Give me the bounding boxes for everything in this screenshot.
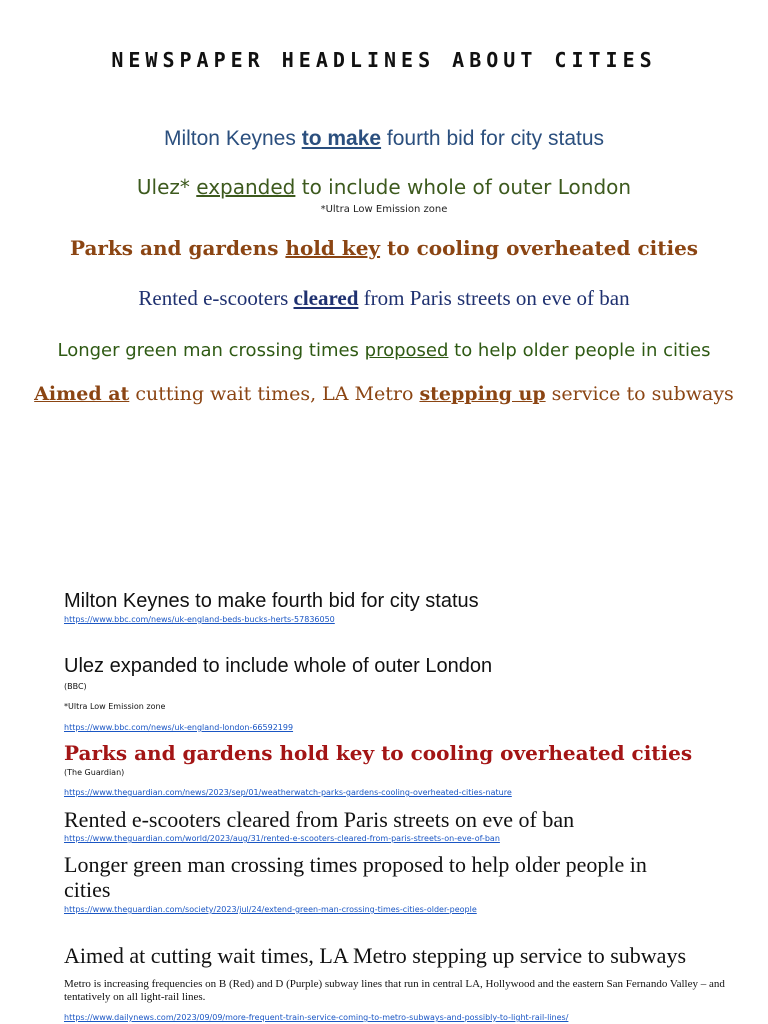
source-headline-ulez: Ulez expanded to include whole of outer London [64, 655, 493, 677]
keyword-expanded: expanded [196, 175, 296, 199]
source-headline-e-scooters: Rented e-scooters cleared from Paris streets on eve of ban [64, 807, 575, 832]
source-link-bbc-milton-keynes[interactable]: https://www.bbc.com/news/uk-england-beds-bucks-herts-57836050 [64, 615, 335, 624]
headline-ulez: Ulez* expanded to include whole of outer London [136, 175, 632, 199]
keyword-proposed: proposed [364, 340, 449, 361]
keyword-hold-key: hold key [285, 236, 381, 260]
source-note-ulez: *Ultra Low Emission zone [64, 702, 166, 711]
keyword-cleared: cleared [293, 286, 359, 310]
source-headline-la-metro: Aimed at cutting wait times, LA Metro stepping up service to subways [64, 943, 687, 968]
source-link-dailynews[interactable]: https://www.dailynews.com/2023/09/09/more-frequent-train-service-coming-to-metro-subways-and-possibly-to-light-rail-lines/ [64, 1013, 569, 1022]
source-outlet-guardian: (The Guardian) [64, 768, 125, 777]
headline-green-man: Longer green man crossing times proposed to help older people in cities [57, 340, 711, 361]
source-link-guardian-parks[interactable]: https://www.theguardian.com/news/2023/sep/01/weatherwatch-parks-gardens-cooling-overheated-cities-nature [64, 788, 512, 797]
headline-milton-keynes: Milton Keynes to make fourth bid for city status [163, 127, 605, 150]
headline-parks-gardens: Parks and gardens hold key to cooling overheated cities [69, 236, 699, 260]
ulez-footnote: *Ultra Low Emission zone [320, 204, 448, 215]
headline-e-scooters: Rented e-scooters cleared from Paris streets on eve of ban [138, 286, 630, 310]
source-link-guardian-e-scooters[interactable]: https://www.theguardian.com/world/2023/aug/31/rented-e-scooters-cleared-from-paris-streets-on-eve-of-ban [64, 834, 500, 843]
page-title: NEWSPAPER HEADLINES ABOUT CITIES [111, 48, 657, 72]
source-headline-milton-keynes: Milton Keynes to make fourth bid for city status [64, 590, 479, 612]
source-headline-parks: Parks and gardens hold key to cooling overheated cities [64, 741, 693, 765]
source-headline-green-man-line2: cities [64, 877, 111, 902]
keyword-aimed-at: Aimed at [34, 383, 130, 405]
source-headline-green-man-line1: Longer green man crossing times proposed to help older people in [64, 852, 647, 877]
source-paragraph-la-metro: Metro is increasing frequencies on B (Red) and D (Purple) subway lines that run in central LA, Hollywood and the eastern San Fernando Valley – and tentatively on all light-rail lines. [64, 978, 725, 1003]
source-link-bbc-ulez[interactable]: https://www.bbc.com/news/uk-england-london-66592199 [64, 723, 294, 732]
source-outlet-bbc: (BBC) [64, 682, 87, 691]
headline-la-metro: Aimed at cutting wait times, LA Metro stepping up service to subways [34, 383, 734, 405]
keyword-to-make: to make [301, 127, 382, 150]
keyword-stepping-up: stepping up [419, 383, 546, 405]
source-link-guardian-green-man[interactable]: https://www.theguardian.com/society/2023/jul/24/extend-green-man-crossing-times-cities-older-people [64, 905, 477, 914]
